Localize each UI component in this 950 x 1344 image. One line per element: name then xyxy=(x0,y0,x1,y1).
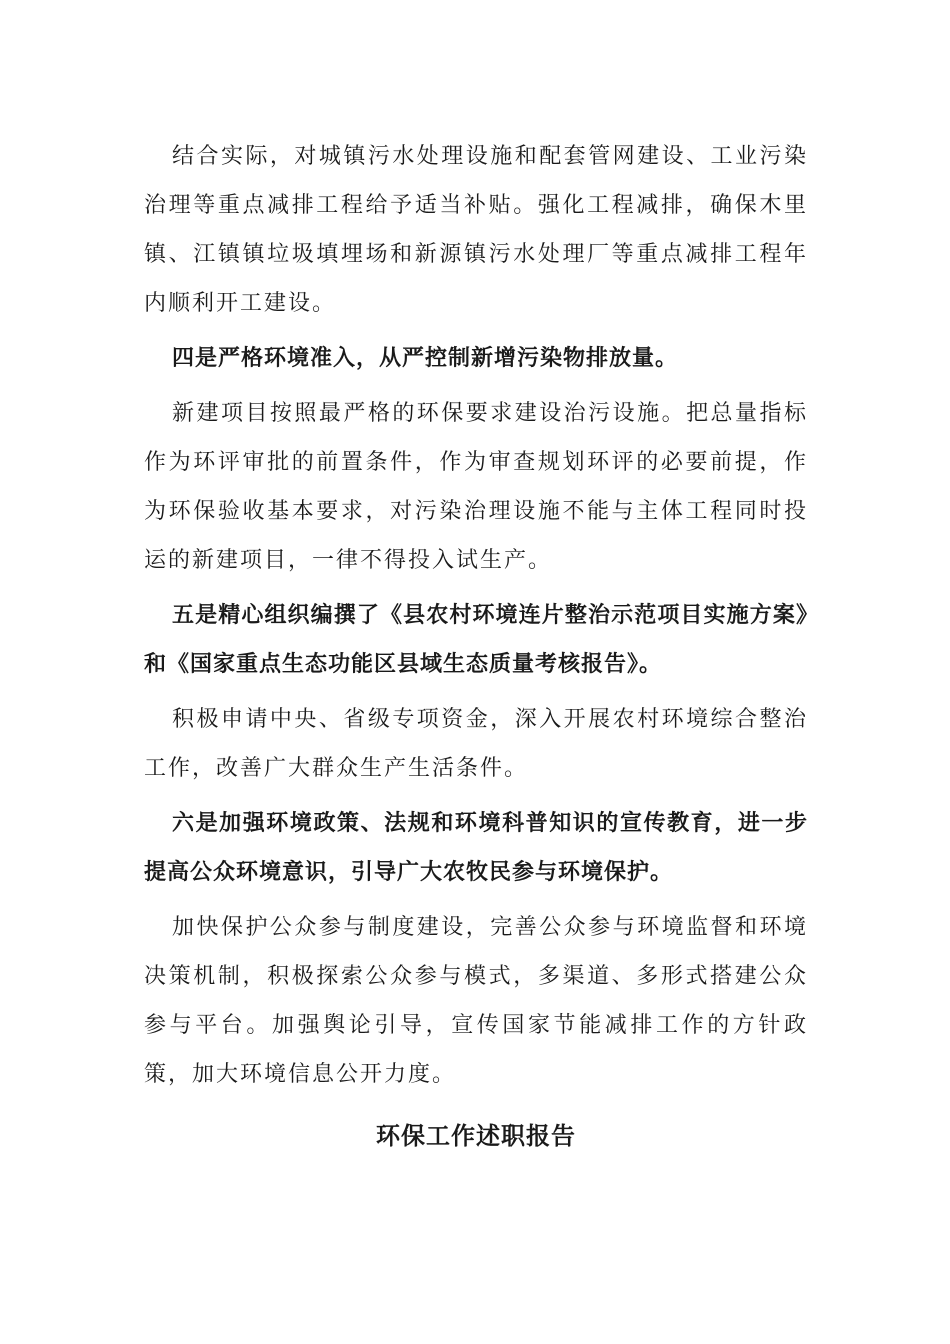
document-body xyxy=(144,132,808,1161)
report-title: 环保工作述职报告 xyxy=(376,1121,576,1150)
heading-compiled-plans: 五是精心组织编撰了《县农村环境连片整治示范项目实施方案》和《国家重点生态功能区县域生态质量考核报告》。 xyxy=(144,602,808,677)
paragraph-emission-subsidies: 结合实际，对城镇污水处理设施和配套管网建设、工业污染治理等重点减排工程给予适当补贴。强化工程减排，确保木里镇、江镇镇垃圾填埋场和新源镇污水处理厂等重点减排工程年内顺利开工建设。 xyxy=(144,144,808,316)
paragraph-public-participation: 加快保护公众参与制度建设，完善公众参与环境监督和环境决策机制，积极探索公众参与模式，多渠道、多形式搭建公众参与平台。加强舆论引导，宣传国家节能减排工作的方针政策，加大环境信息公开力度。 xyxy=(144,915,808,1087)
paragraph-new-projects: 新建项目按照最严格的环保要求建设治污设施。把总量指标作为环评审批的前置条件，作为审查规划环评的必要前提，作为环保验收基本要求，对污染治理设施不能与主体工程同时投运的新建项目，一律不得投入试生产。 xyxy=(144,401,808,573)
paragraph-special-funds: 积极申请中央、省级专项资金，深入开展农村环境综合整治工作，改善广大群众生产生活条件。 xyxy=(144,707,808,781)
heading-environmental-access: 四是严格环境准入，从严控制新增污染物排放量。 xyxy=(172,345,679,371)
heading-publicity-education: 六是加强环境政策、法规和环境科普知识的宣传教育，进一步提高公众环境意识，引导广大农牧民参与环境保护。 xyxy=(144,810,808,885)
spacer xyxy=(144,1099,808,1111)
